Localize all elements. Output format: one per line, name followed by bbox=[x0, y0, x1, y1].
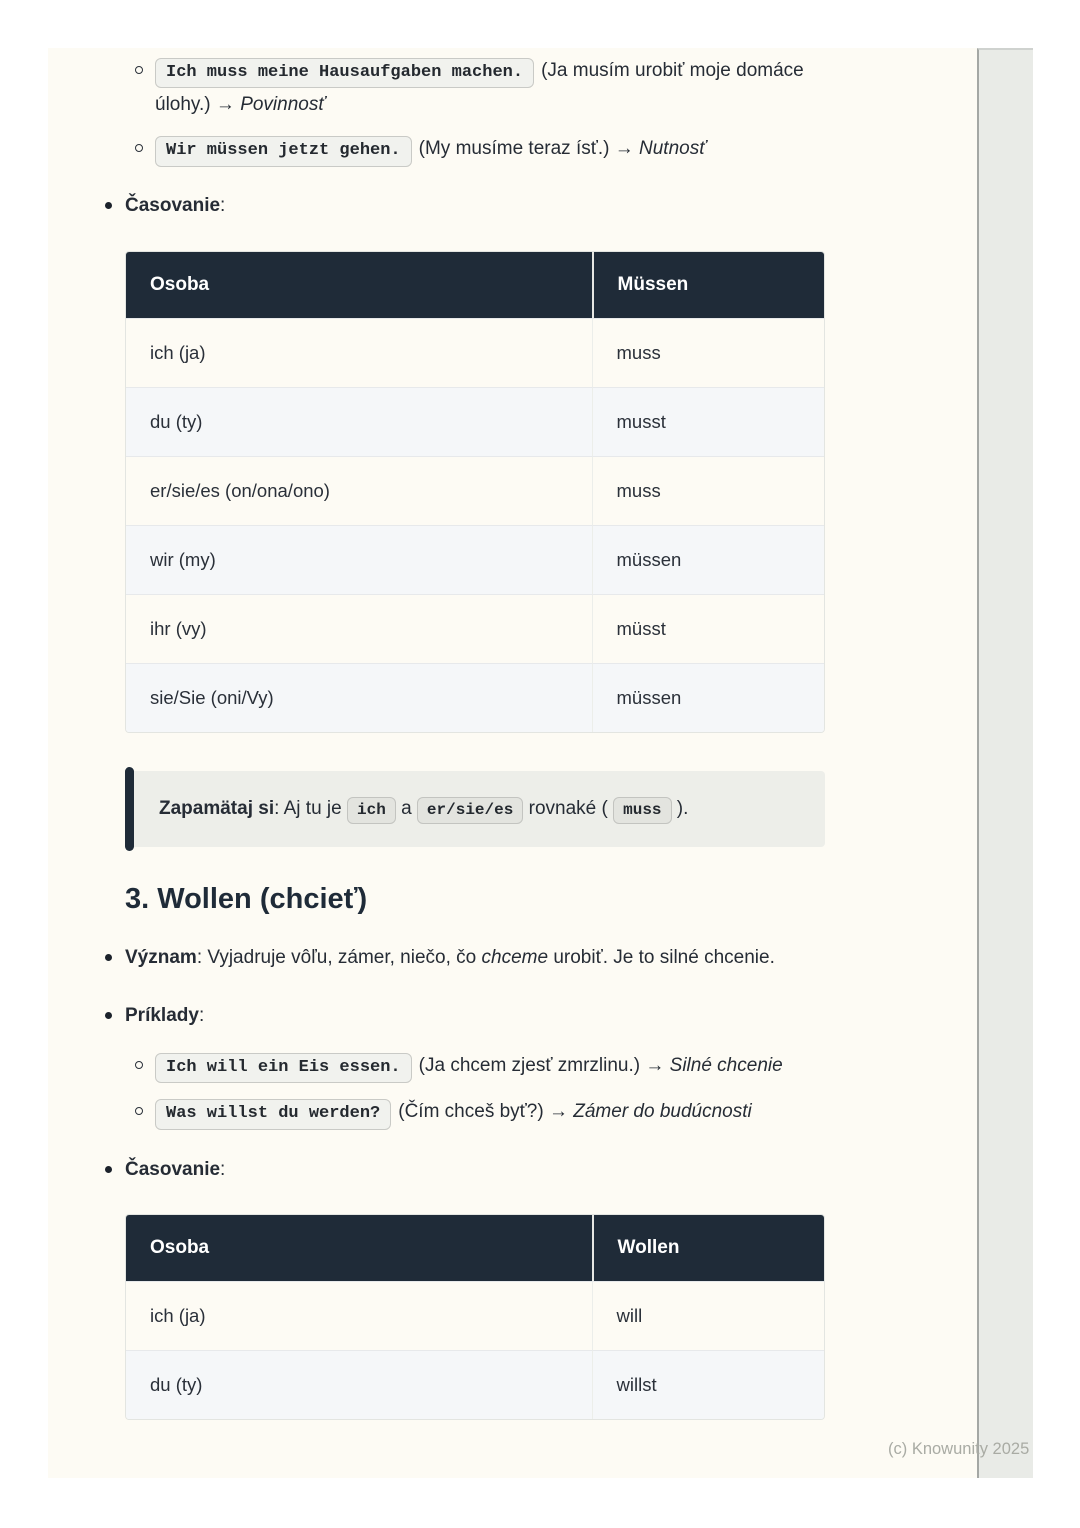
table-header-row bbox=[126, 1215, 824, 1281]
usage-tag: Nutnosť bbox=[639, 138, 706, 160]
document-page bbox=[48, 48, 977, 1478]
table-row bbox=[126, 663, 824, 732]
table-cell-form: musst bbox=[592, 387, 824, 456]
conjugation-label: Časovanie bbox=[125, 194, 221, 216]
meaning-italic: chceme bbox=[481, 946, 549, 968]
translation-text: (Ja musím urobiť moje domáce úlohy.) → bbox=[155, 60, 804, 116]
bullet-dot-icon bbox=[105, 1166, 112, 1173]
table-cell-person: sie/Sie (oni/Vy) bbox=[126, 663, 592, 732]
list-item-example-wollen-2 bbox=[125, 1095, 825, 1129]
footer-copyright: (c) Knowunity 2025 bbox=[888, 1440, 1030, 1458]
colon-text: : bbox=[220, 194, 226, 216]
table-cell-form: müssen bbox=[592, 663, 824, 732]
colon-text: : bbox=[198, 1004, 205, 1026]
table-cell-form: müsst bbox=[592, 594, 824, 663]
table-cell-person: wir (my) bbox=[126, 525, 592, 594]
usage-tag: Povinnosť bbox=[240, 94, 326, 116]
list-item-example-muessen-1 bbox=[125, 54, 825, 122]
translation-text: (Čím chceš byť?) → bbox=[398, 1101, 568, 1123]
note-callout bbox=[125, 771, 825, 847]
table-cell-person: er/sie/es (on/ona/ono) bbox=[126, 456, 592, 525]
table-cell-person: du (ty) bbox=[126, 1350, 592, 1419]
circle-bullet-icon bbox=[135, 66, 143, 74]
list-item-example-wollen-1 bbox=[125, 1049, 825, 1083]
table-cell-person: ich (ja) bbox=[126, 1281, 592, 1350]
table-header-cell-muessen: Müssen bbox=[592, 252, 824, 318]
table-cell-form: müssen bbox=[592, 525, 824, 594]
note-text: rovnaké ( bbox=[523, 797, 614, 819]
table-cell-form: willst bbox=[592, 1350, 825, 1419]
list-item-examples-label bbox=[125, 999, 825, 1033]
code-chip: Ich muss meine Hausaufgaben machen. bbox=[155, 58, 534, 88]
table-cell-form: will bbox=[592, 1281, 825, 1350]
code-chip: muss bbox=[613, 797, 671, 824]
table-header-cell-osoba: Osoba bbox=[126, 1215, 592, 1281]
table-row bbox=[126, 594, 824, 663]
list-item-meaning bbox=[125, 941, 825, 975]
table-cell-form: muss bbox=[592, 456, 824, 525]
meaning-text: : Vyjadruje vôľu, zámer, niečo, čo bbox=[196, 946, 482, 968]
conjugation-label: Časovanie bbox=[125, 1158, 221, 1180]
usage-tag: Silné chcenie bbox=[669, 1054, 783, 1076]
conjugation-table-wollen bbox=[125, 1214, 825, 1420]
examples-label: Príklady bbox=[125, 1004, 199, 1026]
bullet-dot-icon bbox=[105, 202, 112, 209]
table-header-cell-wollen: Wollen bbox=[592, 1215, 825, 1281]
table-header-row bbox=[126, 252, 824, 318]
table-cell-person: ihr (vy) bbox=[126, 594, 592, 663]
code-chip: Ich will ein Eis essen. bbox=[155, 1053, 412, 1083]
list-item-conjugation-label bbox=[125, 189, 825, 223]
table-cell-person: ich (ja) bbox=[126, 318, 592, 387]
list-item-example-muessen-2 bbox=[125, 132, 825, 166]
note-text: a bbox=[395, 797, 417, 819]
translation-text: (My musíme teraz ísť.) → bbox=[418, 138, 634, 160]
note-text: ). bbox=[671, 797, 689, 819]
table-row bbox=[126, 1350, 824, 1419]
scrollbar-track[interactable] bbox=[977, 48, 1033, 1478]
note-text: : Aj tu je bbox=[274, 797, 347, 819]
note-label: Zapamätaj si bbox=[159, 797, 275, 819]
colon-text: : bbox=[220, 1158, 226, 1180]
circle-bullet-icon bbox=[135, 1107, 143, 1115]
usage-tag: Zámer do budúcnosti bbox=[573, 1101, 752, 1123]
meaning-text: urobiť. Je to silné chcenie. bbox=[548, 946, 775, 968]
conjugation-table-muessen bbox=[125, 251, 825, 733]
code-chip: er/sie/es bbox=[417, 797, 523, 824]
table-cell-form: muss bbox=[592, 318, 824, 387]
table-header-cell-osoba: Osoba bbox=[126, 252, 592, 318]
callout-accent-bar bbox=[125, 767, 134, 851]
code-chip: Wir müssen jetzt gehen. bbox=[155, 136, 412, 166]
list-item-conjugation-label bbox=[125, 1153, 825, 1187]
circle-bullet-icon bbox=[135, 1061, 143, 1069]
table-cell-person: du (ty) bbox=[126, 387, 592, 456]
meaning-label: Význam bbox=[125, 946, 197, 968]
code-chip: Was willst du werden? bbox=[155, 1099, 391, 1129]
table-row bbox=[126, 525, 824, 594]
table-row bbox=[126, 456, 824, 525]
page-content bbox=[48, 48, 825, 1420]
table-row bbox=[126, 318, 824, 387]
table-row bbox=[126, 1281, 824, 1350]
bullet-dot-icon bbox=[105, 954, 112, 961]
section-heading-wollen: 3. Wollen (chcieť) bbox=[125, 882, 368, 915]
code-chip: ich bbox=[347, 797, 396, 824]
table-row bbox=[126, 387, 824, 456]
circle-bullet-icon bbox=[135, 144, 143, 152]
bullet-dot-icon bbox=[105, 1012, 112, 1019]
translation-text: (Ja chcem zjesť zmrzlinu.) → bbox=[418, 1054, 665, 1076]
